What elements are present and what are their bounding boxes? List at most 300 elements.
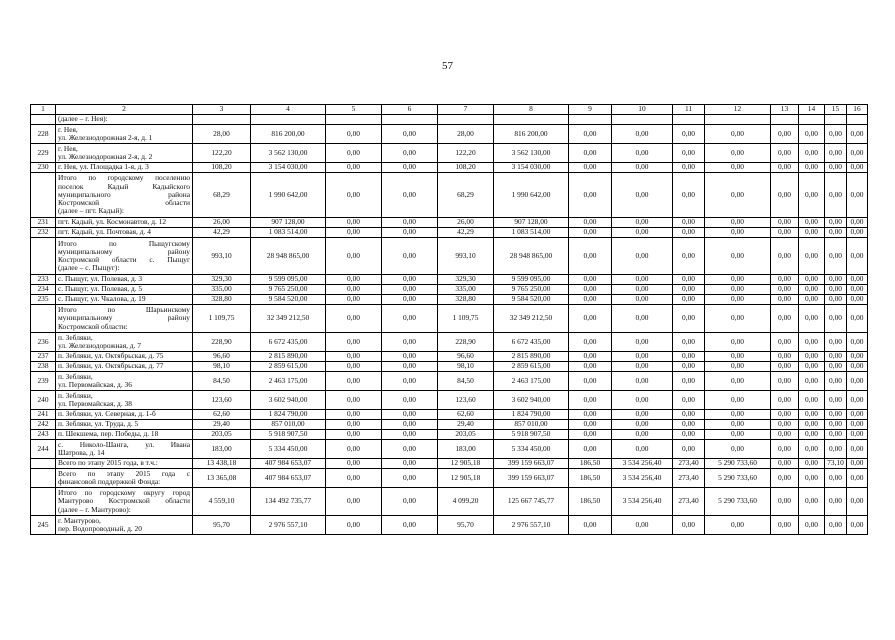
value-cell: 0,00	[705, 391, 771, 410]
value-cell: 0,00	[382, 391, 438, 410]
value-cell: 407 984 653,07	[251, 459, 326, 469]
value-cell: 0,00	[569, 295, 612, 305]
value-cell: 0,00	[612, 362, 673, 372]
value-cell: 0,00	[799, 516, 825, 535]
address-cell	[56, 163, 193, 173]
value-cell: 0,00	[326, 420, 382, 430]
value-cell: 2 859 615,00	[494, 362, 569, 372]
value-cell: 993,10	[193, 238, 251, 275]
address-line: муниципальному району	[58, 313, 190, 323]
value-cell: 0,00	[673, 295, 705, 305]
value-cell: 0,00	[847, 228, 868, 238]
value-cell: 0,00	[847, 238, 868, 275]
value-cell: 0,00	[771, 285, 799, 295]
value-cell: 0,00	[612, 295, 673, 305]
row-number: 243	[31, 430, 56, 440]
table-row	[31, 218, 868, 228]
table-row	[31, 372, 868, 391]
value-cell: 98,10	[193, 362, 251, 372]
value-cell: 0,00	[569, 410, 612, 420]
address-cell	[56, 430, 193, 440]
value-cell: 0,00	[847, 285, 868, 295]
value-cell: 95,70	[438, 516, 494, 535]
value-cell: 1 083 514,00	[251, 228, 326, 238]
value-cell: 2 463 175,00	[494, 372, 569, 391]
column-number-header: 10	[612, 105, 673, 115]
value-cell: 0,00	[569, 285, 612, 295]
table-row	[31, 352, 868, 362]
value-cell: 816 200,00	[494, 125, 569, 144]
value-cell: 12 905,18	[438, 459, 494, 469]
address-line: (далее – г. Мантурово):	[58, 504, 131, 514]
table-row	[31, 459, 868, 469]
value-cell: 12 905,18	[438, 469, 494, 488]
value-cell: 0,00	[847, 488, 868, 516]
value-cell: 0,00	[799, 440, 825, 459]
value-cell: 0,00	[847, 352, 868, 362]
table-row	[31, 430, 868, 440]
address-cell	[56, 488, 193, 516]
value-cell: 0,00	[673, 391, 705, 410]
value-cell: 0,00	[705, 218, 771, 228]
value-cell: 0,00	[825, 173, 847, 218]
value-cell: 335,00	[438, 285, 494, 295]
value-cell: 0,00	[705, 228, 771, 238]
value-cell: 907 128,00	[251, 218, 326, 228]
value-cell: 0,00	[825, 488, 847, 516]
address-line: с. Пыщуг, ул. Полевая, д. 3	[58, 274, 143, 284]
value-cell: 0,00	[326, 173, 382, 218]
value-cell: 0,00	[799, 372, 825, 391]
value-cell: 0,00	[771, 469, 799, 488]
value-cell: 0,00	[569, 163, 612, 173]
value-cell: 32 349 212,50	[494, 305, 569, 333]
value-cell: 0,00	[569, 372, 612, 391]
address-line: поселок Кадый Кадыйского	[58, 181, 190, 191]
value-cell: 0,00	[569, 430, 612, 440]
value-cell: 0,00	[326, 218, 382, 228]
value-cell: 0,00	[825, 218, 847, 228]
row-number: 238	[31, 362, 56, 372]
value-cell: 0,00	[799, 125, 825, 144]
value-cell: 0,00	[382, 305, 438, 333]
value-cell: 73,10	[825, 459, 847, 469]
value-cell: 0,00	[847, 362, 868, 372]
address-cell	[56, 218, 193, 228]
value-cell: 0,00	[382, 420, 438, 430]
column-number-header: 15	[825, 105, 847, 115]
value-cell: 0,00	[705, 352, 771, 362]
value-cell: 0,00	[569, 275, 612, 285]
value-cell: 0,00	[847, 295, 868, 305]
value-cell: 26,00	[438, 218, 494, 228]
value-cell: 62,60	[193, 410, 251, 420]
address-cell	[56, 459, 193, 469]
value-cell: 0,00	[569, 362, 612, 372]
value-cell: 0,00	[382, 488, 438, 516]
table-row	[31, 125, 868, 144]
value-cell: 0,00	[799, 391, 825, 410]
value-cell: 0,00	[771, 125, 799, 144]
value-cell: 4 559,10	[193, 488, 251, 516]
value-cell: 2 815 890,00	[494, 352, 569, 362]
table-row	[31, 333, 868, 352]
address-line: г. Нея, ул. Площадка 1-я, д. 3	[58, 162, 149, 172]
value-cell: 0,00	[673, 410, 705, 420]
row-number: 244	[31, 440, 56, 459]
value-cell: 0,00	[673, 372, 705, 391]
column-number-header: 8	[494, 105, 569, 115]
value-cell: 0,00	[771, 440, 799, 459]
address-cell	[56, 295, 193, 305]
value-cell: 0,00	[705, 362, 771, 372]
value-cell: 0,00	[825, 228, 847, 238]
address-line: ул. Первомайская, д. 36	[58, 380, 132, 389]
value-cell: 28,00	[438, 125, 494, 144]
value-cell: 0,00	[771, 163, 799, 173]
value-cell: 0,00	[382, 362, 438, 372]
value-cell: 0,00	[771, 459, 799, 469]
address-line: п. Зебляки, ул. Октябрьская, д. 77	[58, 361, 164, 371]
row-number: 232	[31, 228, 56, 238]
value-cell: 0,00	[799, 352, 825, 362]
value-cell: 0,00	[382, 516, 438, 535]
value-cell: 3 154 030,00	[494, 163, 569, 173]
value-cell: 0,00	[382, 410, 438, 420]
value-cell: 0,00	[799, 163, 825, 173]
value-cell: 0,00	[673, 362, 705, 372]
value-cell: 0,00	[569, 228, 612, 238]
value-cell: 5 334 450,00	[251, 440, 326, 459]
value-cell: 0,00	[799, 305, 825, 333]
value-cell: 0,00	[382, 228, 438, 238]
value-cell: 0,00	[825, 362, 847, 372]
value-cell: 0,00	[326, 333, 382, 352]
value-cell: 3 534 256,40	[612, 459, 673, 469]
value-cell: 0,00	[326, 488, 382, 516]
value-cell: 0,00	[382, 372, 438, 391]
value-cell: 0,00	[326, 410, 382, 420]
value-cell: 0,00	[847, 144, 868, 163]
value-cell: 329,30	[193, 275, 251, 285]
address-line: Итого по Пыщугскому	[58, 238, 190, 248]
value-cell: 328,80	[193, 295, 251, 305]
value-cell: 0,00	[612, 333, 673, 352]
value-cell: 0,00	[326, 285, 382, 295]
address-line: п. Зебляки,	[58, 332, 93, 342]
value-cell: 5 334 450,00	[494, 440, 569, 459]
value-cell: 0,00	[569, 238, 612, 275]
value-cell: 0,00	[847, 420, 868, 430]
value-cell: 857 010,00	[251, 420, 326, 430]
value-cell: 122,20	[438, 144, 494, 163]
value-cell: 123,60	[193, 391, 251, 410]
value-cell	[382, 115, 438, 125]
address-cell	[56, 352, 193, 362]
value-cell: 0,00	[799, 488, 825, 516]
address-line: г. Нея,	[58, 143, 78, 153]
table-row	[31, 305, 868, 333]
address-line: Мантурово Костромской области	[58, 496, 190, 506]
value-cell: 0,00	[705, 420, 771, 430]
value-cell: 399 159 663,07	[494, 469, 569, 488]
value-cell: 0,00	[799, 295, 825, 305]
value-cell: 5 290 733,60	[705, 469, 771, 488]
value-cell: 228,90	[438, 333, 494, 352]
value-cell	[438, 115, 494, 125]
value-cell: 0,00	[673, 218, 705, 228]
value-cell: 0,00	[673, 305, 705, 333]
value-cell: 0,00	[825, 410, 847, 420]
value-cell: 1 990 642,00	[251, 173, 326, 218]
value-cell: 0,00	[771, 362, 799, 372]
value-cell: 62,60	[438, 410, 494, 420]
value-cell: 0,00	[799, 275, 825, 285]
value-cell: 0,00	[612, 372, 673, 391]
value-cell: 0,00	[825, 238, 847, 275]
value-cell: 68,29	[438, 173, 494, 218]
value-cell: 0,00	[612, 238, 673, 275]
row-number	[31, 488, 56, 516]
address-line: п. Зебляки, ул. Октябрьская, д. 75	[58, 351, 164, 361]
row-number	[31, 469, 56, 488]
address-line: Всего по этапу 2015 года, в т.ч.:	[58, 458, 158, 468]
address-line: Костромской области с. Пыщуг	[58, 255, 190, 264]
value-cell: 0,00	[825, 125, 847, 144]
value-cell: 95,70	[193, 516, 251, 535]
value-cell	[771, 115, 799, 125]
value-cell: 0,00	[673, 430, 705, 440]
value-cell: 108,20	[193, 163, 251, 173]
value-cell: 993,10	[438, 238, 494, 275]
value-cell: 0,00	[705, 275, 771, 285]
row-number	[31, 173, 56, 218]
value-cell: 0,00	[771, 352, 799, 362]
address-cell	[56, 125, 193, 144]
address-line: (далее – пгт. Кадый):	[58, 206, 124, 216]
value-cell: 0,00	[382, 352, 438, 362]
value-cell: 0,00	[673, 173, 705, 218]
value-cell: 228,90	[193, 333, 251, 352]
value-cell: 0,00	[771, 391, 799, 410]
address-cell	[56, 333, 193, 352]
value-cell: 0,00	[326, 163, 382, 173]
value-cell: 0,00	[847, 469, 868, 488]
value-cell: 0,00	[771, 295, 799, 305]
value-cell: 0,00	[326, 391, 382, 410]
value-cell: 32 349 212,50	[251, 305, 326, 333]
value-cell: 5 918 907,50	[251, 430, 326, 440]
value-cell: 9 599 095,00	[251, 275, 326, 285]
address-line: пер. Водопроводный, д. 20	[58, 524, 142, 533]
value-cell: 0,00	[612, 430, 673, 440]
value-cell: 0,00	[799, 285, 825, 295]
value-cell: 0,00	[673, 275, 705, 285]
address-line: п. Зебляки, ул. Северная, д. 1-б	[58, 409, 156, 419]
value-cell: 0,00	[825, 430, 847, 440]
column-number-header: 5	[326, 105, 382, 115]
value-cell: 29,40	[438, 420, 494, 430]
value-cell: 0,00	[847, 163, 868, 173]
housing-program-table	[30, 104, 868, 535]
table-row	[31, 144, 868, 163]
table-row	[31, 469, 868, 488]
value-cell: 5 918 907,50	[494, 430, 569, 440]
row-number: 228	[31, 125, 56, 144]
value-cell: 0,00	[612, 125, 673, 144]
address-line: п. Зебляки,	[58, 371, 93, 381]
value-cell: 0,00	[382, 163, 438, 173]
value-cell: 2 859 615,00	[251, 362, 326, 372]
address-cell	[56, 285, 193, 295]
value-cell	[673, 115, 705, 125]
value-cell: 0,00	[847, 305, 868, 333]
address-cell	[56, 238, 193, 275]
value-cell: 273,40	[673, 469, 705, 488]
value-cell: 0,00	[382, 459, 438, 469]
value-cell: 125 667 745,77	[494, 488, 569, 516]
address-line: г. Нея,	[58, 124, 78, 134]
value-cell: 0,00	[705, 144, 771, 163]
address-line: ул. Железнодорожная 2-я, д. 2	[58, 152, 153, 161]
value-cell: 0,00	[326, 362, 382, 372]
value-cell: 96,60	[193, 352, 251, 362]
value-cell: 9 599 095,00	[494, 275, 569, 285]
value-cell	[494, 115, 569, 125]
value-cell: 0,00	[569, 420, 612, 430]
address-line: п. Шекшема, пер. Победы, д. 18	[58, 429, 159, 439]
value-cell: 0,00	[771, 275, 799, 285]
value-cell: 0,00	[326, 275, 382, 285]
value-cell: 9 765 250,00	[494, 285, 569, 295]
value-cell: 0,00	[705, 372, 771, 391]
address-cell	[56, 144, 193, 163]
value-cell: 203,05	[438, 430, 494, 440]
value-cell: 0,00	[569, 352, 612, 362]
table-row	[31, 173, 868, 218]
column-number-header: 13	[771, 105, 799, 115]
value-cell: 0,00	[799, 228, 825, 238]
row-number: 233	[31, 275, 56, 285]
value-cell: 399 159 663,07	[494, 459, 569, 469]
value-cell: 122,20	[193, 144, 251, 163]
value-cell: 0,00	[382, 173, 438, 218]
column-number-header: 12	[705, 105, 771, 115]
value-cell: 0,00	[705, 516, 771, 535]
value-cell: 0,00	[569, 125, 612, 144]
address-cell	[56, 516, 193, 535]
value-cell: 328,80	[438, 295, 494, 305]
value-cell: 0,00	[847, 333, 868, 352]
value-cell: 186,50	[569, 459, 612, 469]
row-number: 241	[31, 410, 56, 420]
row-number	[31, 238, 56, 275]
value-cell	[825, 115, 847, 125]
value-cell: 0,00	[569, 218, 612, 228]
value-cell: 0,00	[825, 516, 847, 535]
value-cell: 0,00	[569, 516, 612, 535]
value-cell: 0,00	[771, 238, 799, 275]
value-cell: 0,00	[569, 305, 612, 333]
address-line: Итого по городскому поселению	[58, 173, 190, 183]
value-cell: 0,00	[326, 372, 382, 391]
value-cell: 0,00	[673, 163, 705, 173]
value-cell: 84,50	[193, 372, 251, 391]
value-cell: 0,00	[326, 469, 382, 488]
value-cell: 0,00	[799, 173, 825, 218]
column-number-header: 2	[56, 105, 193, 115]
table-row	[31, 238, 868, 275]
value-cell: 0,00	[847, 459, 868, 469]
address-line: ул. Первомайская, д. 38	[58, 399, 132, 408]
value-cell	[193, 115, 251, 125]
value-cell: 134 492 735,77	[251, 488, 326, 516]
value-cell: 0,00	[612, 144, 673, 163]
value-cell: 407 984 653,07	[251, 469, 326, 488]
address-line: Итого по Шарьинскому	[58, 305, 190, 315]
value-cell	[799, 115, 825, 125]
value-cell: 0,00	[673, 144, 705, 163]
address-cell	[56, 228, 193, 238]
value-cell: 0,00	[799, 218, 825, 228]
value-cell: 0,00	[771, 420, 799, 430]
value-cell: 0,00	[825, 420, 847, 430]
row-number: 237	[31, 352, 56, 362]
value-cell: 0,00	[612, 228, 673, 238]
row-number: 245	[31, 516, 56, 535]
value-cell: 0,00	[825, 352, 847, 362]
column-number-header: 16	[847, 105, 868, 115]
value-cell: 0,00	[705, 440, 771, 459]
value-cell: 0,00	[799, 362, 825, 372]
value-cell: 0,00	[825, 391, 847, 410]
value-cell: 0,00	[847, 440, 868, 459]
value-cell: 0,00	[799, 469, 825, 488]
value-cell: 1 109,75	[438, 305, 494, 333]
value-cell: 816 200,00	[251, 125, 326, 144]
address-line: п. Зебляки, ул. Труда, д. 5	[58, 419, 139, 429]
value-cell: 0,00	[326, 238, 382, 275]
value-cell: 0,00	[771, 144, 799, 163]
value-cell: 3 562 130,00	[251, 144, 326, 163]
value-cell: 0,00	[705, 410, 771, 420]
address-cell	[56, 420, 193, 430]
value-cell: 0,00	[612, 275, 673, 285]
value-cell: 0,00	[847, 125, 868, 144]
value-cell: 0,00	[612, 305, 673, 333]
value-cell: 0,00	[705, 333, 771, 352]
table-row	[31, 420, 868, 430]
value-cell: 0,00	[771, 333, 799, 352]
value-cell: 28,00	[193, 125, 251, 144]
value-cell: 0,00	[825, 285, 847, 295]
value-cell: 28 948 865,00	[494, 238, 569, 275]
value-cell: 0,00	[705, 305, 771, 333]
value-cell: 0,00	[673, 420, 705, 430]
value-cell: 0,00	[326, 144, 382, 163]
address-line: финансовой поддержкой Фонда:	[58, 477, 161, 486]
value-cell: 84,50	[438, 372, 494, 391]
address-cell	[56, 440, 193, 459]
value-cell: 0,00	[612, 163, 673, 173]
value-cell: 3 534 256,40	[612, 469, 673, 488]
address-cell	[56, 391, 193, 410]
value-cell: 0,00	[771, 410, 799, 420]
table-row	[31, 410, 868, 420]
value-cell: 0,00	[569, 144, 612, 163]
value-cell: 3 562 130,00	[494, 144, 569, 163]
value-cell: 0,00	[382, 218, 438, 228]
